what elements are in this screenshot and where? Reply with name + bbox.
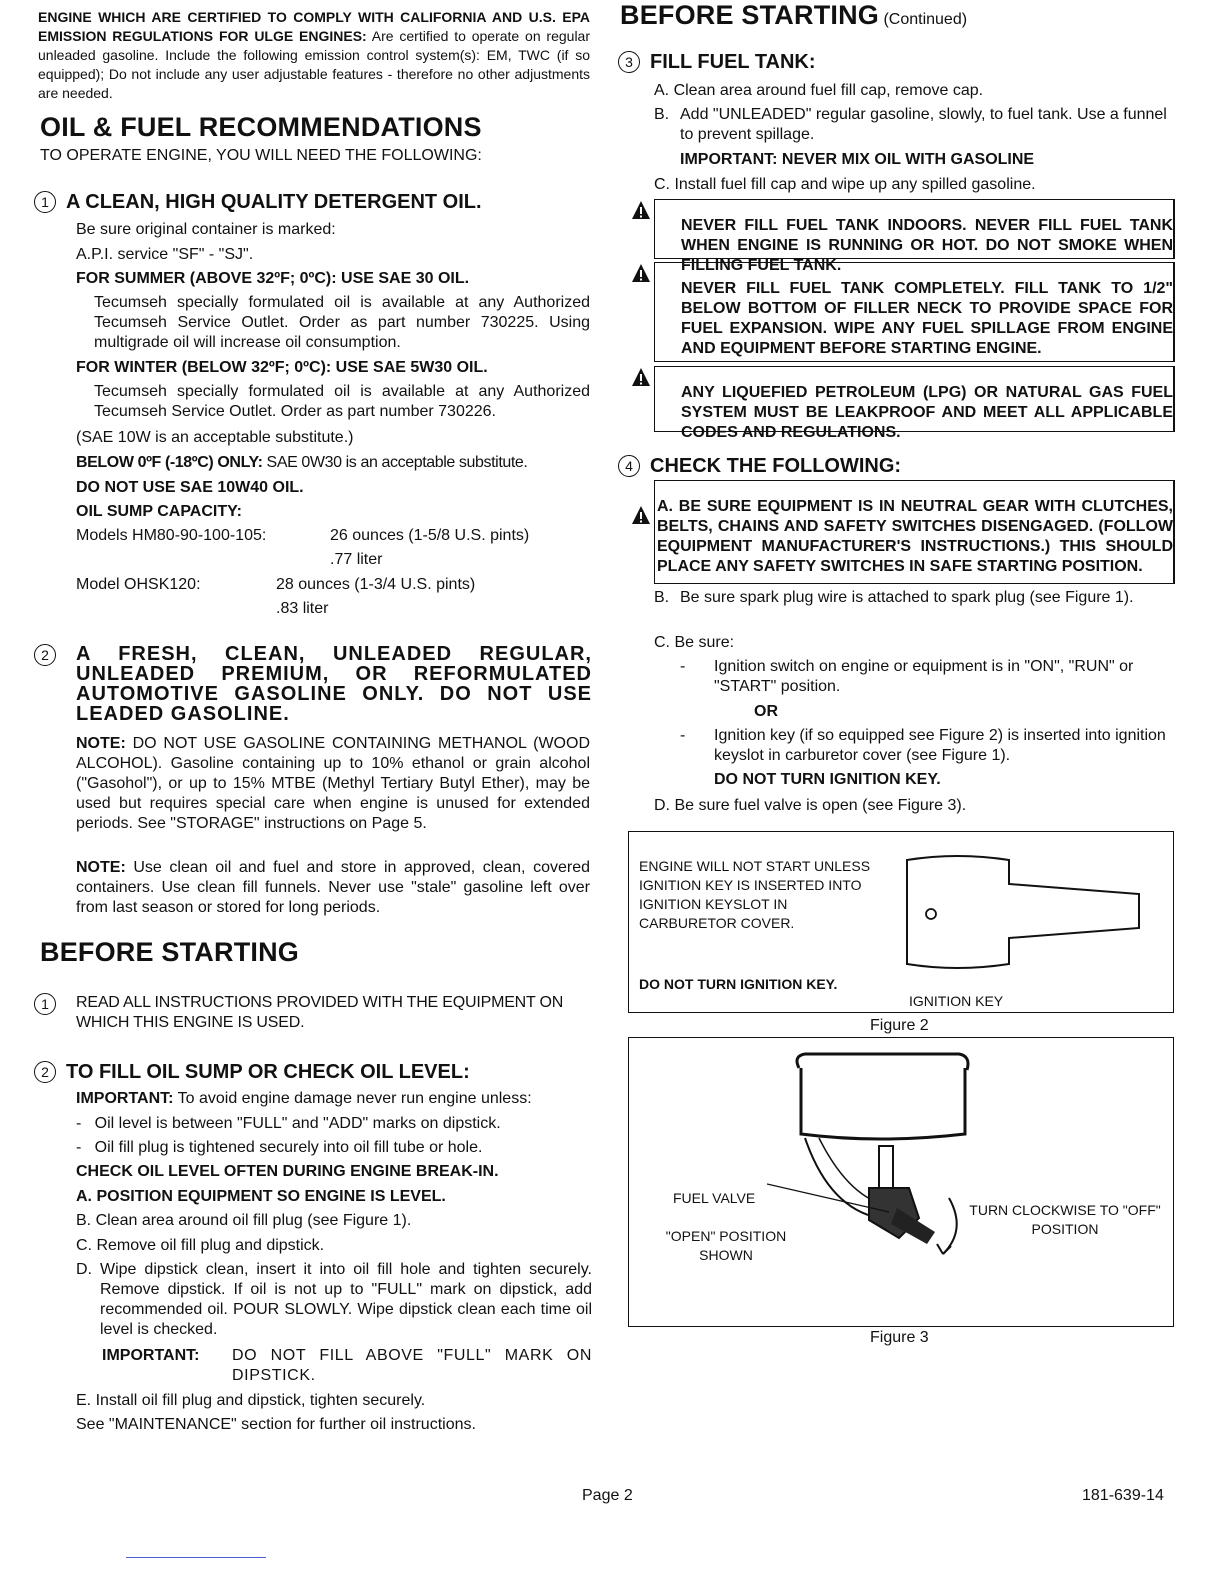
item4-c: C. Be sure: bbox=[654, 634, 735, 651]
winter-title: FOR WINTER (BELOW 32ºF; 0ºC): USE SAE 5W30 OIL. bbox=[76, 359, 488, 376]
below0-bold: BELOW 0ºF (-18ºC) ONLY: bbox=[76, 454, 263, 471]
warning-box-lpg bbox=[654, 366, 1175, 441]
step-d-important-label: IMPORTANT: bbox=[102, 1347, 200, 1364]
warning-box-indoors bbox=[654, 199, 1175, 274]
step-e: E. Install oil fill plug and dipstick, tighten securely. bbox=[76, 1392, 426, 1409]
figure-3-box bbox=[628, 1037, 1174, 1327]
important-note bbox=[76, 1089, 532, 1109]
item3-important: IMPORTANT: NEVER MIX OIL WITH GASOLINE bbox=[680, 151, 1035, 168]
bs2-heading bbox=[34, 1060, 470, 1084]
item4-c-dash2: Ignition key (if so equipped see Figure 2) is inserted into ignition keyslot in carburetor cover (see Figure 1). bbox=[714, 727, 1166, 764]
summer-text: Tecumseh specially formulated oil is available at any Authorized Tecumseh Service Outlet. Order as part number 730225. Using multigrade oil will increase oil consumption. bbox=[94, 294, 590, 351]
ignition-key-icon bbox=[897, 852, 1145, 976]
see-maintenance: See "MAINTENANCE" section for further oil instructions. bbox=[76, 1416, 476, 1433]
winter-text: Tecumseh specially formulated oil is available at any Authorized Tecumseh Service Outlet. Order as part number 730226. bbox=[94, 383, 590, 420]
item3-c: C. Install fuel fill cap and wipe up any spilled gasoline. bbox=[654, 176, 1036, 193]
item4-c-noturn: DO NOT TURN IGNITION KEY. bbox=[714, 771, 941, 788]
before-starting-title: BEFORE STARTING bbox=[40, 937, 299, 967]
item3-heading bbox=[618, 50, 816, 74]
oil-fuel-subtitle: TO OPERATE ENGINE, YOU WILL NEED THE FOLLOWING: bbox=[40, 147, 482, 164]
sump1-amount: 26 ounces (1-5/8 U.S. pints) bbox=[330, 527, 530, 544]
figure-2-box bbox=[628, 831, 1174, 1013]
note2-label: NOTE: bbox=[76, 859, 126, 876]
item3-a: A. Clean area around fuel fill cap, remove cap. bbox=[654, 82, 984, 99]
note2-text: Use clean oil and fuel and store in approved, clean, covered containers. Use clean fill funnels. Never use "stale" gasoline left over from last season or stored for long periods. bbox=[76, 859, 590, 916]
sump-title: OIL SUMP CAPACITY: bbox=[76, 503, 242, 520]
emission-intro-bold: ENGINE WHICH ARE CERTIFIED TO COMPLY WITH CALIFORNIA AND U.S. EPA EMISSION REGULATIONS FOR ULGE ENGINES: bbox=[38, 9, 590, 44]
item3-title: FILL FUEL TANK: bbox=[650, 51, 816, 73]
document-number: 181-639-14 bbox=[1082, 1487, 1164, 1504]
figure-3-turn: TURN CLOCKWISE TO "OFF" POSITION bbox=[969, 1202, 1161, 1237]
warning-indoors-text: NEVER FILL FUEL TANK INDOORS. NEVER FILL FUEL TANK WHEN ENGINE IS RUNNING OR HOT. DO NOT SMOKE WHEN FILLING FUEL TANK. bbox=[681, 217, 1173, 274]
note1 bbox=[76, 734, 590, 834]
dash2-text: Oil fill plug is tightened securely into oil fill tube or hole. bbox=[94, 1139, 483, 1156]
dash1-text: Oil level is between "FULL" and "ADD" marks on dipstick. bbox=[94, 1115, 501, 1132]
bottom-rule bbox=[126, 1557, 266, 1558]
important-label: IMPORTANT: bbox=[76, 1090, 174, 1107]
sump1-liter: .77 liter bbox=[330, 551, 383, 568]
warning-box-neutral bbox=[654, 480, 1175, 584]
no-10w40: DO NOT USE SAE 10W40 OIL. bbox=[76, 479, 304, 496]
dash1: - Oil level is between "FULL" and "ADD" marks on dipstick. bbox=[76, 1115, 501, 1132]
warning-icon bbox=[631, 505, 651, 525]
warning-icon bbox=[631, 367, 651, 387]
right-header-continued: (Continued) bbox=[883, 11, 968, 28]
step-c: C. Remove oil fill plug and dipstick. bbox=[76, 1237, 325, 1254]
warning-icon bbox=[631, 200, 651, 220]
item4-c-dash1-mark: - bbox=[680, 658, 686, 675]
item1-number: 1 bbox=[34, 191, 56, 213]
sump2-liter: .83 liter bbox=[276, 600, 329, 617]
check-often: CHECK OIL LEVEL OFTEN DURING ENGINE BREAK-IN. bbox=[76, 1163, 499, 1180]
item1-heading bbox=[34, 190, 482, 214]
warning-neutral-text: A. BE SURE EQUIPMENT IS IN NEUTRAL GEAR WITH CLUTCHES, BELTS, CHAINS AND SAFETY SWITCHES DISENGAGED. (FOLLOW EQUIPMENT MANUFACTURER'S INSTRUCTIONS.) THIS SHOULD PLACE ANY SAFETY SWITCHES IN SAFE STARTING POSITION. bbox=[657, 498, 1173, 575]
item4-title: CHECK THE FOLLOWING: bbox=[650, 455, 902, 477]
emission-intro bbox=[38, 8, 590, 103]
item4-heading bbox=[618, 454, 901, 478]
note1-label: NOTE: bbox=[76, 735, 126, 752]
item4-d: D. Be sure fuel valve is open (see Figure 3). bbox=[654, 797, 967, 814]
item4-number: 4 bbox=[618, 455, 640, 477]
item3-b-label: B. bbox=[654, 106, 670, 123]
figure-2-bold: DO NOT TURN IGNITION KEY. bbox=[639, 976, 838, 992]
step-d-important-text: DO NOT FILL ABOVE "FULL" MARK ON DIPSTICK. bbox=[232, 1347, 592, 1384]
step-d-label: D. bbox=[76, 1261, 92, 1278]
step-a: A. POSITION EQUIPMENT SO ENGINE IS LEVEL. bbox=[76, 1188, 446, 1205]
sae10w-note: (SAE 10W is an acceptable substitute.) bbox=[76, 429, 354, 446]
figure-3-fuel-valve: FUEL VALVE bbox=[673, 1190, 756, 1206]
item2-heading bbox=[34, 644, 592, 724]
summer-title: FOR SUMMER (ABOVE 32ºF; 0ºC): USE SAE 30 OIL. bbox=[76, 270, 470, 287]
figure-3-open: "OPEN" POSITION SHOWN bbox=[665, 1228, 787, 1263]
step-b: B. Clean area around oil fill plug (see Figure 1). bbox=[76, 1212, 412, 1229]
item2-number: 2 bbox=[34, 644, 56, 666]
oil-fuel-title: OIL & FUEL RECOMMENDATIONS bbox=[40, 112, 482, 142]
bs1-block bbox=[34, 993, 592, 1033]
bs2-title: TO FILL OIL SUMP OR CHECK OIL LEVEL: bbox=[66, 1061, 470, 1083]
sump2-model: Model OHSK120: bbox=[76, 576, 201, 593]
item3-number: 3 bbox=[618, 51, 640, 73]
warning-icon bbox=[631, 263, 651, 283]
figure-3-caption: Figure 3 bbox=[870, 1329, 929, 1346]
below0-note bbox=[76, 453, 592, 473]
below0-text: SAE 0W30 is an acceptable substitute. bbox=[266, 454, 528, 471]
figure-2-text: ENGINE WILL NOT START UNLESS IGNITION KEY IS INSERTED INTO IGNITION KEYSLOT IN CARBURETOR COVER. bbox=[639, 858, 871, 931]
item1-line2: A.P.I. service "SF" - "SJ". bbox=[76, 246, 254, 263]
item1-title: A CLEAN, HIGH QUALITY DETERGENT OIL. bbox=[66, 191, 482, 213]
emission-intro-text: Are certified to operate on regular unleaded gasoline. Include the following emission control system(s): EM, TWC (if so equipped); Do not include any user adjustable features - therefore no other adjustments are needed. bbox=[38, 28, 591, 101]
item4-b-label: B. bbox=[654, 589, 670, 606]
figure-2-caption: Figure 2 bbox=[870, 1017, 929, 1034]
right-header bbox=[620, 0, 967, 30]
dash2: - Oil fill plug is tightened securely into oil fill tube or hole. bbox=[76, 1139, 483, 1156]
right-header-title: BEFORE STARTING bbox=[620, 0, 879, 30]
note1-text: DO NOT USE GASOLINE CONTAINING METHANOL (WOOD ALCOHOL). Gasoline containing up to 10% ethanol or grain alcohol ("Gasohol"), or up to 15% MTBE (Methyl Tertiary Butyl Ether), may be used but requires special care when engine is unused for extended periods. See "STORAGE" instructions on Page 5. bbox=[76, 735, 591, 832]
item4-c-or: OR bbox=[754, 703, 778, 720]
item3-b-text: Add "UNLEADED" regular gasoline, slowly, to fuel tank. Use a funnel to prevent spillage. bbox=[680, 106, 1167, 143]
figure-2-key-label: IGNITION KEY bbox=[909, 993, 1004, 1009]
sump1-model: Models HM80-90-100-105: bbox=[76, 527, 267, 544]
item1-line1: Be sure original container is marked: bbox=[76, 221, 336, 238]
bs1-text: READ ALL INSTRUCTIONS PROVIDED WITH THE EQUIPMENT ON WHICH THIS ENGINE IS USED. bbox=[76, 994, 564, 1031]
sump2-amount: 28 ounces (1-3/4 U.S. pints) bbox=[276, 576, 476, 593]
bs1-number: 1 bbox=[34, 993, 56, 1015]
bs2-number: 2 bbox=[34, 1061, 56, 1083]
important-text: To avoid engine damage never run engine unless: bbox=[177, 1090, 532, 1107]
page-number: Page 2 bbox=[582, 1487, 633, 1504]
item4-c-dash1: Ignition switch on engine or equipment is in "ON", "RUN" or "START" position. bbox=[714, 658, 1134, 695]
item4-b-text: Be sure spark plug wire is attached to spark plug (see Figure 1). bbox=[680, 589, 1134, 606]
note2 bbox=[76, 858, 590, 918]
item4-c-dash2-mark: - bbox=[680, 727, 686, 744]
warning-fill-text: NEVER FILL FUEL TANK COMPLETELY. FILL TANK TO 1/2" BELOW BOTTOM OF FILLER NECK TO PROVIDE SPACE FOR FUEL EXPANSION. WIPE ANY FUEL SPILLAGE FROM ENGINE AND EQUIPMENT BEFORE STARTING ENGINE. bbox=[681, 280, 1173, 357]
step-d-text: Wipe dipstick clean, insert it into oil fill hole and tighten securely. Remove dipstick. If oil is not up to "FULL" mark on dipstick, add recommended oil. POUR SLOWLY. Wipe dipstick clean each time oil level is checked. bbox=[100, 1261, 592, 1338]
warning-lpg-text: ANY LIQUEFIED PETROLEUM (LPG) OR NATURAL GAS FUEL SYSTEM MUST BE LEAKPROOF AND MEET ALL APPLICABLE CODES AND REGULATIONS. bbox=[681, 384, 1173, 441]
fuel-valve-pointer bbox=[767, 1178, 897, 1218]
item2-title: A FRESH, CLEAN, UNLEADED REGULAR, UNLEADED PREMIUM, OR REFORMULATED AUTOMOTIVE GASOLINE ONLY. DO NOT USE LEADED GASOLINE. bbox=[76, 643, 592, 725]
warning-box-fill bbox=[654, 262, 1175, 362]
